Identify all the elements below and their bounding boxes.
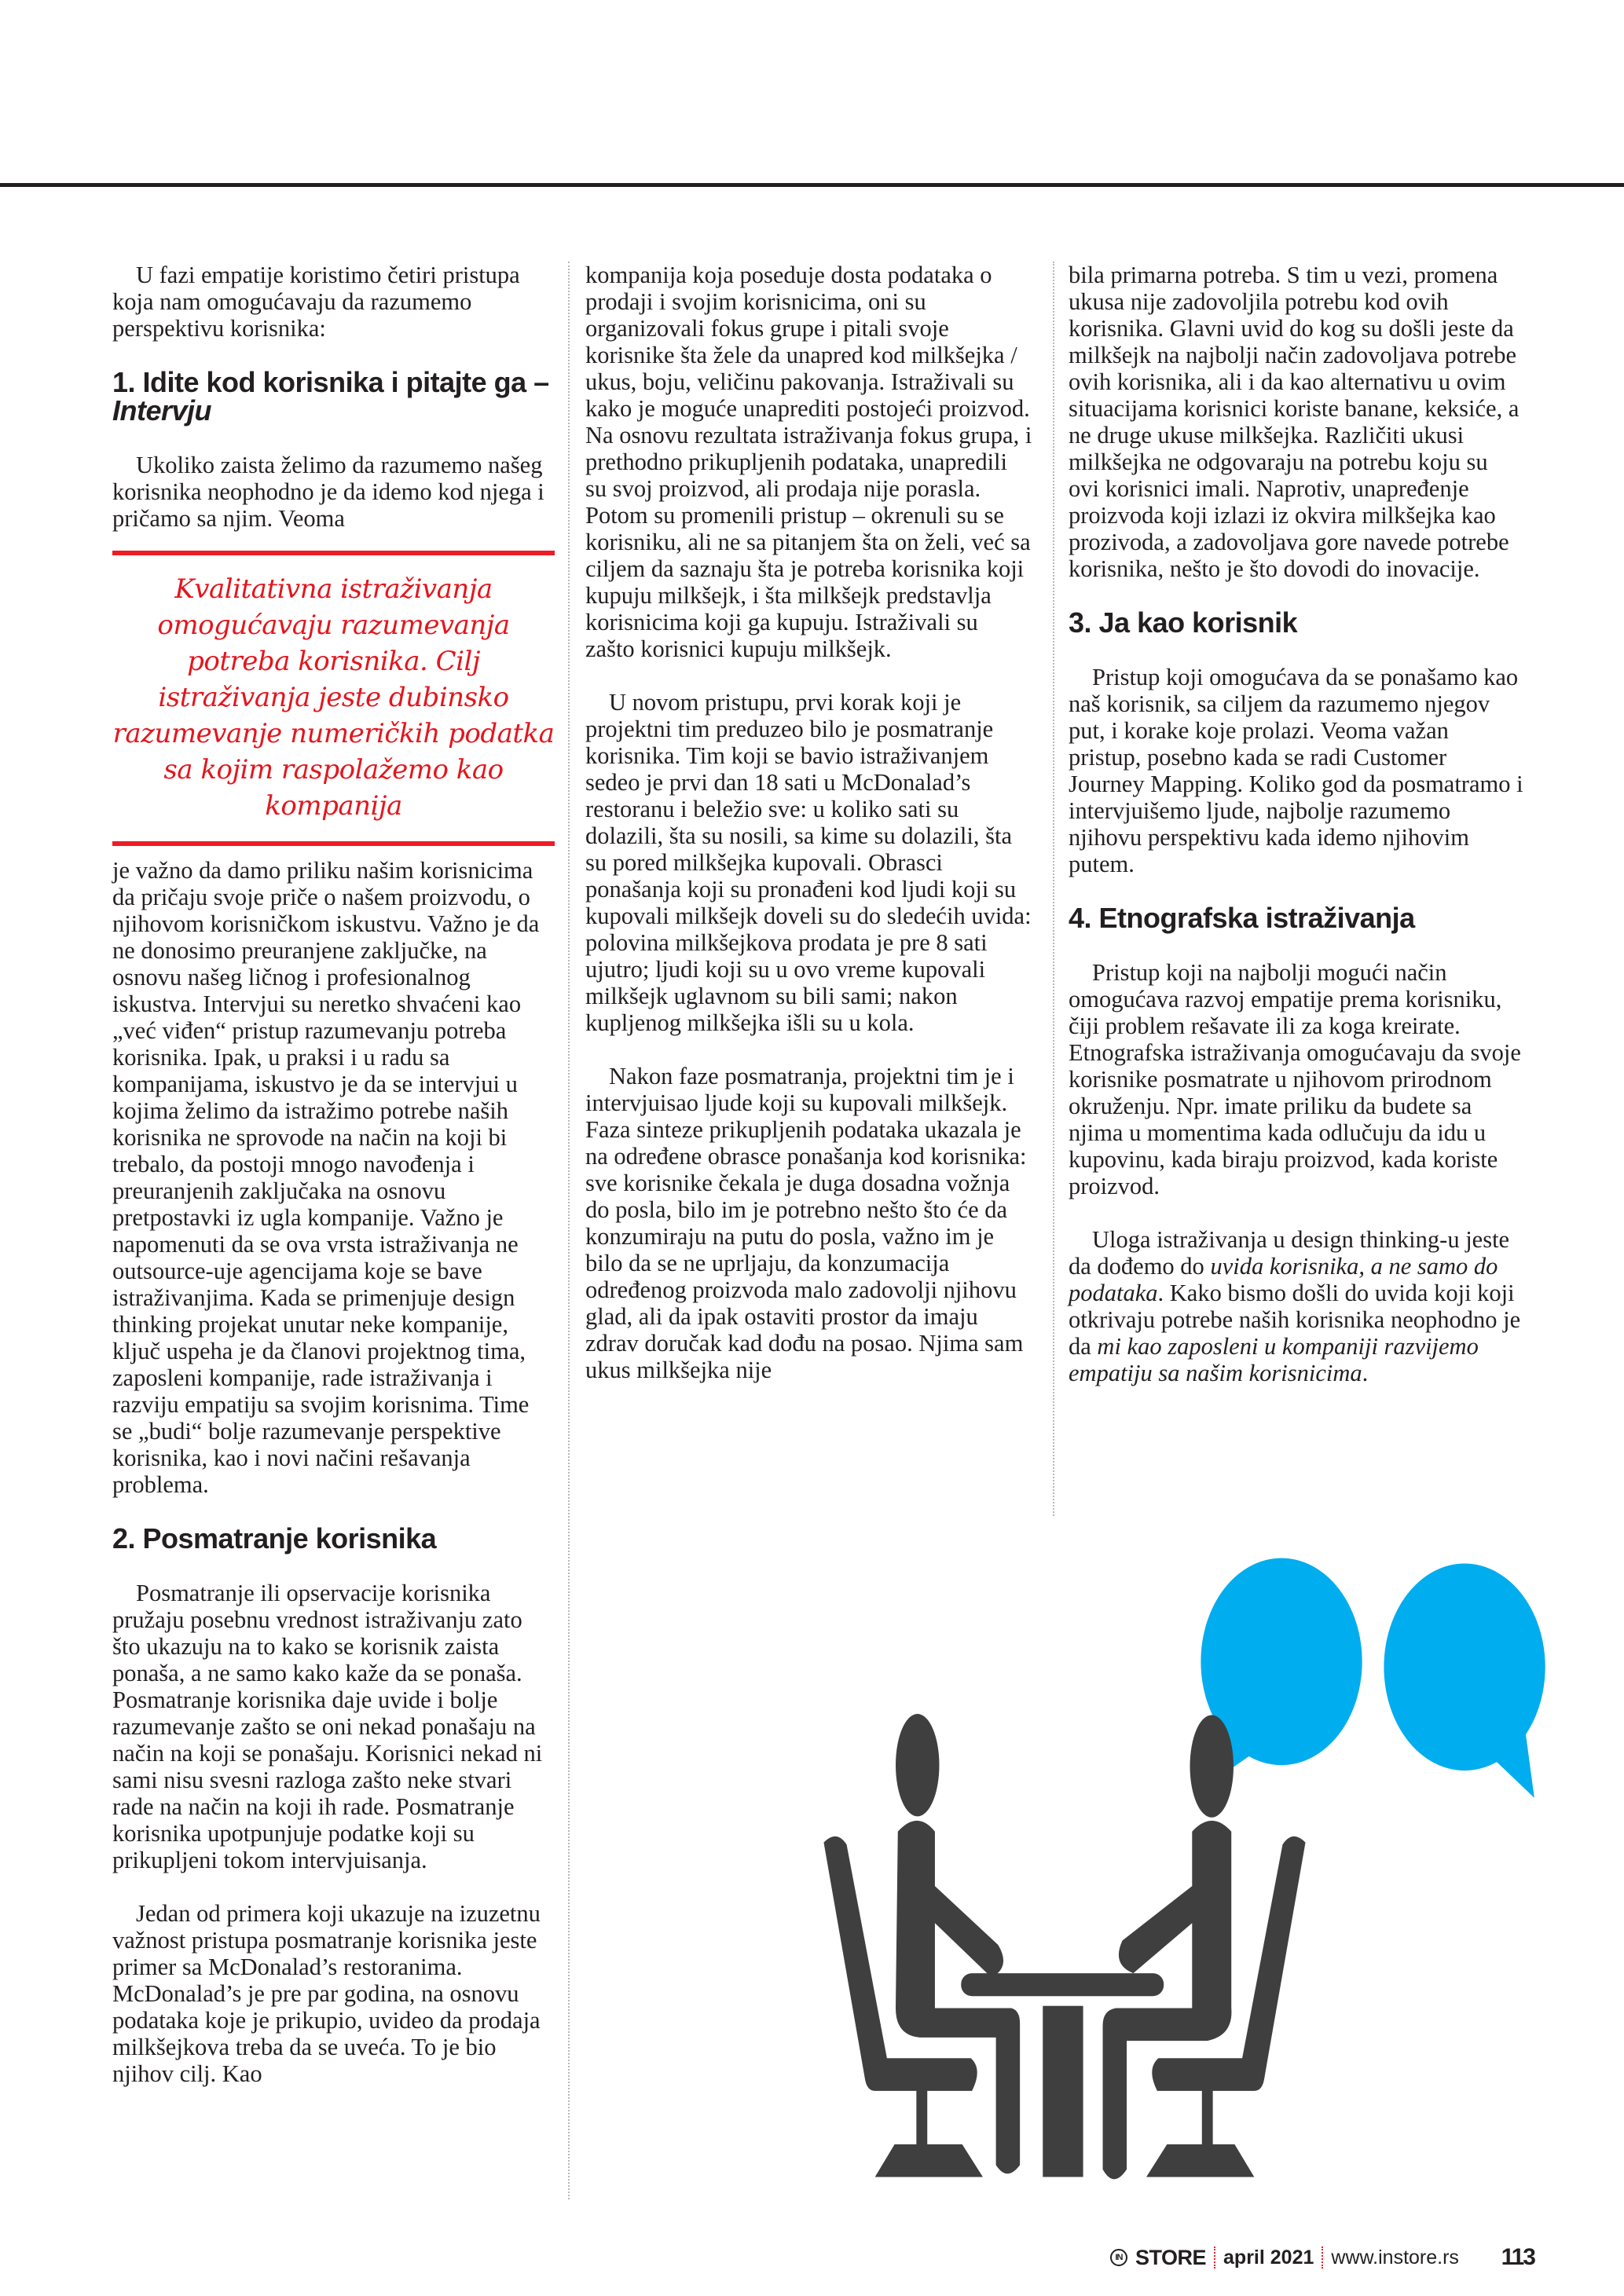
magazine-brand: STORE (1135, 2245, 1207, 2269)
header-rule (0, 183, 1624, 187)
speech-bubble-right-icon (1384, 1564, 1545, 1798)
column-separator (1053, 262, 1054, 1516)
closing-emphasis: mi kao zaposleni u kompaniji razvijemo empatiju sa našim korisnicima (1069, 1333, 1479, 1386)
article-column-1 (112, 262, 555, 2087)
closing-text: Uloga istraživanja u design thinking-u jeste da dođemo do (1069, 1226, 1510, 1280)
closing-paragraph (1069, 1226, 1524, 1386)
intro-paragraph: U fazi empatije koristimo četiri pristupa koja nam omogućavaju da razumemo perspektivu korisnika: (112, 262, 520, 342)
heading-emphasis: Intervju (112, 394, 212, 427)
body-paragraph: je važno da damo priliku našim korisnicima da pričaju svoje priče o našem proizvodu, o njihovom korisničkom iskustvu. Važno je da ne donosimo preuranjene zaključke, na osnovu našeg ličnog i profesionalnog iskustva. Intervjui su neretko shvaćeni kao „već viđen“ pristup razumevanju potreba korisnika. Ipak, u praksi i u radu sa kompanijama, iskustvo je da se intervjui u kojima želimo da istražimo potrebe naših korisnika ne sprovode na način na koji bi trebalo, da postoji mnogo navođenja i preuranjenih zaključaka na osnovu pretpostavki iz ugla kompanije. Važno je napomenuti da se ova vrsta istraživanja ne outsource-uje agencijama koje se bave istraživanjima. Kada se primenjuje design thinking projekat unutar neke kompanije, ključ uspeha je da članovi projektnog tima, zaposleni kompanije, rade istraživanja i razviju empatiju sa svojim korisnima. Time se „budi“ bolje razumevanje perspektive korisnika, kao i novi načini rešavanja problema. (112, 857, 540, 1498)
body-paragraph: kompanija koja poseduje dosta podataka o prodaji i svojim korisnicima, oni su organizovali fokus grupe i pitali svoje korisnike šta žele da unapred kod milkšejka / ukus, boju, veličinu pakovanja. Istraživali su kako je moguće unaprediti postojeći proizvod. Na osnovu rezultata istraživanja fokus grupa, i prethodno prikupljenih podataka, unapredili su svoj proizvod, ali prodaja nije porasla. Potom su promenili pristup – okrenuli su se korisniku, ali ne sa pitanjem šta on želi, već sa ciljem da saznaju šta je potreba korisnika koji kupuju milkšejk, i šta milkšejk predstavlja korisnicima koji ga kupuju. Istraživali su zašto korisnici kupuju milkšejk. (585, 262, 1032, 662)
body-paragraph: Ukoliko zaista želimo da razumemo našeg korisnika neophodno je da idemo kod njega i pričamo sa njim. Veoma (112, 452, 544, 532)
closing-text: . Kako bismo došli do uvida koji koji otkrivaju potrebe naših korisnika neophodno je da (1069, 1280, 1521, 1360)
body-paragraph: bila primarna potreba. S tim u vezi, promena ukusa nije zadovoljila potrebu kod ovih korisnika. Glavni uvid do kog su došli jeste da milkšejk na najbolji način zadovoljava potrebe ovih korisnika, ali i da kao alternativu u ovim situacijama korisnici koriste banane, keksiće, a ne druge ukuse milkšejka. Različiti ukusi milkšejka ne odgovaraju na potrebu koju su ovi korisnici imali. Naprotiv, unapređenje proizvoda koji izlazi iz okvira milkšejka kao prozivoda, a zadovoljava gore navede potrebe korisnika, nešto je što dovodi do inovacije. (1069, 262, 1520, 582)
body-paragraph: U novom pristupu, prvi korak koji je projektni tim preduzeo bilo je posmatranje korisnika. Tim koji se bavio istraživanjem sedeo je prvi dan 18 sati u McDonalad’s restoranu i beležio sve: u koliko sati su dolazili, šta su nosili, sa kime su dolazili, šta su pored milkšejka kupovali. Obrasci ponašanja koji su pronađeni kod ljudi koji su kupovali milkšejk doveli su do sledećih uvida: polovina milkšejkova prodata je pre 8 sati ujutro; ljudi koji su u ovo vreme kupovali milkšejk uglavnom su bili sami; nakon kupljenog milkšejka išli su u kola. (585, 689, 1032, 1036)
closing-text: . (1362, 1360, 1369, 1386)
footer-divider (1322, 2247, 1323, 2269)
pull-quote (112, 551, 555, 846)
website-link[interactable]: www.instore.rs (1331, 2246, 1459, 2269)
body-paragraph: Jedan od primera koji ukazuje na izuzetnu važnost pristupa posmatranje korisnika jeste primer sa McDonalad’s restoranima. McDonalad’s je pre par godina, na osnovu podataka koje je prikupio, uvideo da prodaja milkšejkova treba da se uveća. To je bio njihov cilj. Kao (112, 1900, 541, 2087)
in-logo-icon: IN (1110, 2249, 1127, 2266)
closing-emphasis: uvida korisnika, a ne samo do podataka (1069, 1253, 1498, 1306)
section-heading-me-as-user: 3. Ja kao korisnik (1069, 606, 1298, 639)
body-paragraph: Posmatranje ili opservacije korisnika pružaju posebnu vrednost istraživanju zato što ukazuju na to kako se korisnik zaista ponaša, a ne samo kako kaže da se ponaša. Posmatranje korisnika daje uvide i bolje razumevanje zašto se oni nekad ponašaju na način na koji se ponašaju. Korisnici nekad ni sami nisu svesni razloga zašto neke stvari rade na način na koji ih rade. Posmatranje korisnika upotpunjuje podatke koji su prikupljeni tokom intervjuisanja. (112, 1580, 543, 1873)
page-footer (1110, 2244, 1534, 2271)
body-paragraph: Nakon faze posmatranja, projektni tim je i intervjuisao ljude koji su kupovali milkšejk. Faza sinteze prikupljenih podataka ukazala je na određene obrasce ponašanja kod korisnika: sve korisnike čekala je duga dosadna vožnja do posla, bilo im je potrebno nešto što će da konzumiraju na putu do posla, važno im je bilo da se ne uprljaju, da konzumacija određenog proizvoda malo zadovolji njihovu glad, ali da ipak ostaviti prostor da imaju zdrav doručak kad dođu na posao. Njima sam ukus milkšejka nije (585, 1063, 1027, 1383)
person-right-icon (1103, 1715, 1234, 2179)
page-number: 113 (1501, 2244, 1534, 2270)
issue-date: april 2021 (1223, 2246, 1314, 2269)
column-separator (568, 262, 570, 2199)
footer-divider (1214, 2247, 1215, 2269)
article-column-2 (585, 262, 1033, 1383)
article-column-3 (1069, 262, 1524, 1386)
body-paragraph: Pristup koji omogućava da se ponašamo kao naš korisnik, sa ciljem da razumemo njegov put, i korake koje prolazi. Veoma važan pristup, posebno kada se radi Customer Journey Mapping. Koliko god da posmatramo i intervjuišemo ljude, najbolje razumemo njihovu perspektivu kada idemo njihovim putem. (1069, 664, 1523, 877)
pull-quote-text: Kvalitativna istraživanja omogućavaju razumevanja potreba korisnika. Cilj istraživanja jeste dubinsko razumevanje numeričkih podatka sa kojim raspolažemo kao kompanija (112, 573, 555, 822)
section-heading-interview (112, 368, 555, 425)
heading-text: 1. Idite kod korisnika i pitajte ga – (112, 366, 549, 398)
person-left-icon (896, 1714, 1020, 2173)
interview-illustration (581, 1540, 1548, 2215)
body-paragraph: Pristup koji na najbolji mogući način omogućava razvoj empatije prema korisniku, čiji problem rešavate ili za koga kreirate. Etnografska istraživanja omogućavaju da svoje korisnike posmatrate u njihovom prirodnom okruženju. Npr. imate priliku da budete sa njima u momentima kada odlučuju da idu u kupovinu, kada biraju proizvod, kada koriste proizvod. (1069, 959, 1521, 1199)
section-heading-observation: 2. Posmatranje korisnika (112, 1522, 437, 1554)
section-heading-ethnographic: 4. Etnografska istraživanja (1069, 902, 1415, 934)
table-icon (961, 1973, 1164, 2177)
